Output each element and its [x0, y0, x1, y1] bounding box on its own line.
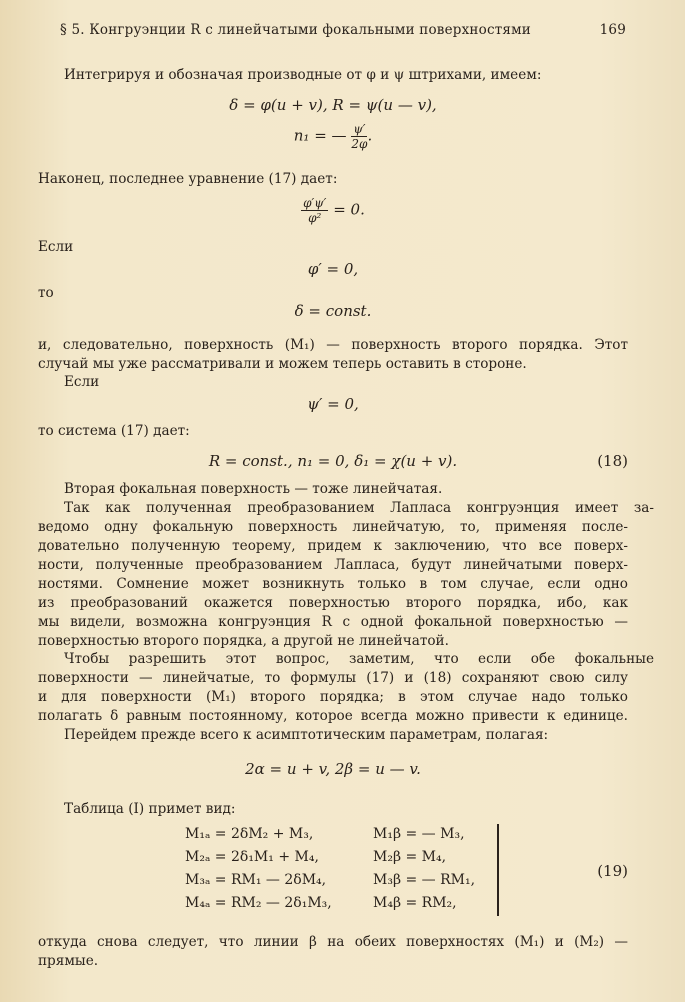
text-line: то система (17) дает:: [38, 423, 190, 439]
formula-psi-prime: ψ′ = 0,: [307, 395, 359, 413]
fraction: [351, 122, 367, 151]
system-right: M₂β = M₄,: [373, 849, 447, 865]
fraction-numerator: φ′ψ′: [303, 196, 327, 210]
text-line: Так как полученная преобразованием Лапласа конгруэнция имеет за-: [64, 500, 654, 516]
text-line: ностями. Сомнение может возникнуть только в том случае, если одно: [38, 576, 628, 592]
text-line: Перейдем прежде всего к асимптотическим параметрам, полагая:: [64, 727, 549, 743]
formula-n1-lhs: n₁ = —: [293, 126, 347, 145]
text-line: довательно полученную теорему, придем к заключению, что все поверх-: [38, 538, 628, 554]
text-line: Наконец, последнее уравнение (17) дает:: [38, 171, 338, 187]
text-line: Таблица (I) примет вид:: [64, 801, 236, 817]
system-right: M₁β = — M₃,: [373, 826, 465, 842]
fraction-numerator: ψ′: [353, 122, 366, 136]
text-line: ности, полученные преобразованием Лапласа, будут линейчатыми поверх-: [38, 557, 628, 573]
text-line: Вторая фокальная поверхность — тоже линейчатая.: [64, 481, 443, 497]
system-bracket: [497, 824, 499, 916]
formula-rhs: = 0.: [333, 200, 365, 219]
text-line: прямые.: [38, 953, 99, 969]
running-header: [60, 22, 626, 38]
text-line: случай мы уже рассматривали и можем теперь оставить в стороне.: [38, 356, 527, 372]
formula-phi-prime: φ′ = 0,: [307, 260, 359, 278]
text-line: Интегрируя и обозначая производные от φ и ψ штрихами, имеем:: [64, 67, 542, 83]
system-left: M₄ₐ = RM₂ — 2δ₁M₃,: [185, 895, 332, 911]
system-left: M₁ₐ = 2δM₂ + M₃,: [185, 826, 314, 842]
text-line: из преобразований окажется поверхностью второго порядка, ибо, как: [38, 595, 628, 611]
system-left: M₃ₐ = RM₁ — 2δM₄,: [185, 872, 327, 888]
text-line: мы видели, возможна конгруэнция R с одной фокальной поверхностью —: [38, 614, 628, 630]
text-line: Чтобы разрешить этот вопрос, заметим, что если обе фокальные: [64, 651, 654, 667]
equation-number: (19): [597, 862, 628, 880]
formula-delta-const: δ = const.: [294, 302, 372, 320]
text-line: поверхностью второго порядка, а другой не линейчатой.: [38, 633, 449, 649]
text-line: Если: [38, 239, 74, 255]
formula-delta-R: δ = φ(u + v), R = ψ(u — v),: [229, 96, 437, 114]
equation-number: (18): [597, 452, 628, 470]
formula-n1: n₁ = — $\frac{\psi'}{2\varphi}$ .: [293, 122, 373, 151]
formula-18: R = const., n₁ = 0, δ₁ = χ(u + v).: [208, 452, 458, 470]
fraction-denominator: 2φ: [351, 137, 368, 151]
header-title: § 5. Конгруэнции R с линейчатыми фокальными поверхностями: [60, 22, 531, 38]
text-line: и для поверхности (M₁) второго порядка; в этом случае надо только: [38, 689, 628, 705]
text-line: полагать δ равным постоянному, которое всегда можно привести к единице.: [38, 708, 628, 724]
text-line: откуда снова следует, что линии β на обеих поверхностях (M₁) и (M₂) —: [38, 934, 628, 950]
text-line: поверхности — линейчатые, то формулы (17) и (18) сохраняют свою силу: [38, 670, 628, 686]
fraction-denominator: φ²: [308, 211, 322, 225]
text-line: то: [38, 285, 54, 301]
fraction: [301, 196, 328, 225]
page-number: 169: [599, 22, 626, 38]
system-right: M₄β = RM₂,: [373, 895, 457, 911]
formula-asymptotic: 2α = u + v, 2β = u — v.: [245, 760, 421, 778]
text-line: Если: [64, 374, 100, 390]
system-right: M₃β = — RM₁,: [373, 872, 476, 888]
formula-17-last: [38, 196, 628, 225]
text-line: и, следовательно, поверхность (M₁) — поверхность второго порядка. Этот: [38, 337, 628, 353]
text-line: ведомо одну фокальную поверхность линейчатую, то, применяя после-: [38, 519, 628, 535]
system-left: M₂ₐ = 2δ₁M₁ + M₄,: [185, 849, 319, 865]
